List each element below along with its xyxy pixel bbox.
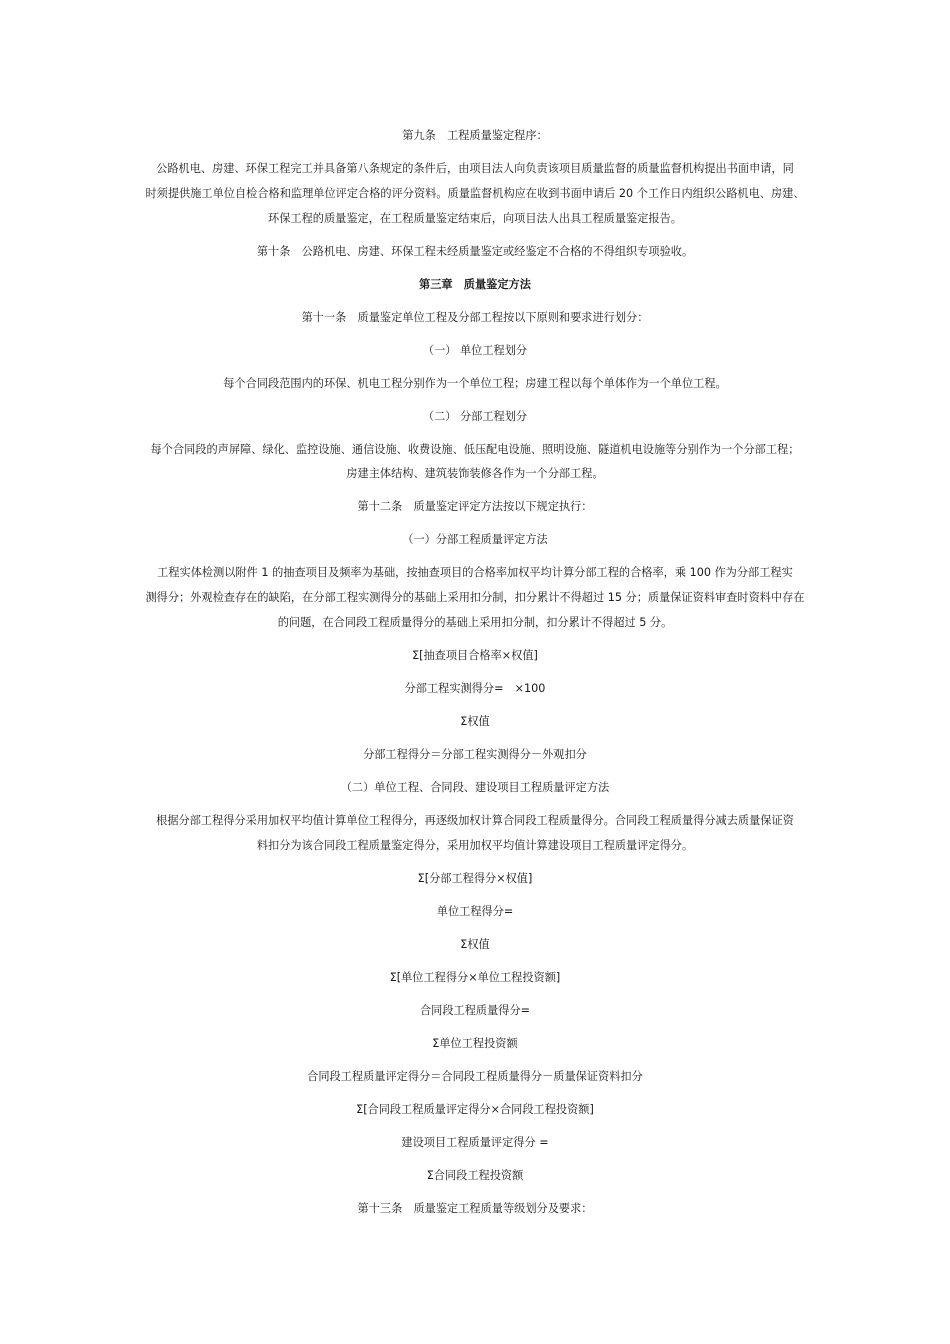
article-11-item-1: （一） 单位工程划分 xyxy=(422,344,528,357)
formula-6-numerator: Σ[合同段工程质量评定得分×合同段工程投资额] xyxy=(356,1103,594,1116)
formula-4-denominator: Σ单位工程投资额 xyxy=(432,1037,518,1050)
formula-5: 合同段工程质量评定得分＝合同段工程质量得分－质量保证资料扣分 xyxy=(307,1070,643,1083)
article-12-item-2-line: 根据分部工程得分采用加权平均值计算单位工程得分，再逐级加权计算合同段工程质量得分。合同段工程质量得分减去质量保证资 xyxy=(156,814,794,827)
article-11-item-2-line: 每个合同段的声屏障、绿化、监控设施、通信设施、收费设施、低压配电设施、照明设施、隧道机电设施等分别作为一个分部工程； xyxy=(150,443,800,456)
article-13: 第十三条 质量鉴定工程质量等级划分及要求： xyxy=(357,1202,593,1215)
formula-4-lhs: 合同段工程质量得分= xyxy=(419,1004,531,1017)
article-11-item-2-line: 房建主体结构、建筑装饰装修各作为一个分部工程。 xyxy=(346,467,604,480)
formula-2: 分部工程得分＝分部工程实测得分－外观扣分 xyxy=(363,748,587,761)
article-12-item-2-line: 料扣分为该合同段工程质量鉴定得分，采用加权平均值计算建设项目工程质量评定得分。 xyxy=(256,839,694,852)
article-11-item-1-text: 每个合同段范围内的环保、机电工程分别作为一个单位工程；房建工程以每个单体作为一个单位工程。 xyxy=(223,377,727,390)
formula-3-numerator: Σ[分部工程得分×权值] xyxy=(417,872,533,885)
article-9-paragraph-line: 环保工程的质量鉴定，在工程质量鉴定结束后，向项目法人出具工程质量鉴定报告。 xyxy=(268,212,682,225)
article-12-item-1-line: 测得分；外观检查存在的缺陷，在分部工程实测得分的基础上采用扣分制，扣分累计不得超过 15 分；质量保证资料审查时资料中存在 xyxy=(145,591,805,604)
formula-3-denominator: Σ权值 xyxy=(460,938,490,951)
article-11: 第十一条 质量鉴定单位工程及分部工程按以下原则和要求进行划分： xyxy=(301,311,649,324)
article-12-item-1: （一）分部工程质量评定方法 xyxy=(402,533,548,546)
chapter-3-heading: 第三章 质量鉴定方法 xyxy=(419,278,531,291)
article-9-paragraph-line: 公路机电、房建、环保工程完工并具备第八条规定的条件后，由项目法人向负责该项目质量监督的质量监督机构提出书面申请，同 xyxy=(156,162,794,175)
article-12-item-1-line: 的问题，在合同段工程质量得分的基础上采用扣分制，扣分累计不得超过 5 分。 xyxy=(277,616,673,629)
formula-6-lhs: 建设项目工程质量评定得分 = xyxy=(401,1136,549,1149)
article-10: 第十条 公路机电、房建、环保工程未经质量鉴定或经鉴定不合格的不得组织专项验收。 xyxy=(256,245,694,258)
article-12-item-1-line: 工程实体检测以附件 1 的抽查项目及频率为基础，按抽查项目的合格率加权平均计算分部工程的合格率，乘 100 作为分部工程实 xyxy=(157,566,793,579)
formula-3-lhs: 单位工程得分= xyxy=(436,905,514,918)
formula-6-denominator: Σ合同段工程投资额 xyxy=(426,1169,524,1182)
formula-4-numerator: Σ[单位工程得分×单位工程投资额] xyxy=(389,971,561,984)
article-11-item-2: （二） 分部工程划分 xyxy=(422,410,528,423)
article-12-item-2: （二）单位工程、合同段、建设项目工程质量评定方法 xyxy=(340,781,610,794)
article-9-heading: 第九条 工程质量鉴定程序： xyxy=(402,129,548,142)
formula-1-numerator: Σ[抽查项目合格率×权值] xyxy=(412,649,538,662)
article-9-paragraph-line: 时须提供施工单位自检合格和监理单位评定合格的评分资料。质量监督机构应在收到书面申请后 20 个工作日内组织公路机电、房建、 xyxy=(145,187,805,200)
article-12: 第十二条 质量鉴定评定方法按以下规定执行： xyxy=(357,500,593,513)
formula-1-denominator: Σ权值 xyxy=(460,715,490,728)
formula-1-lhs: 分部工程实测得分= ×100 xyxy=(404,682,546,695)
